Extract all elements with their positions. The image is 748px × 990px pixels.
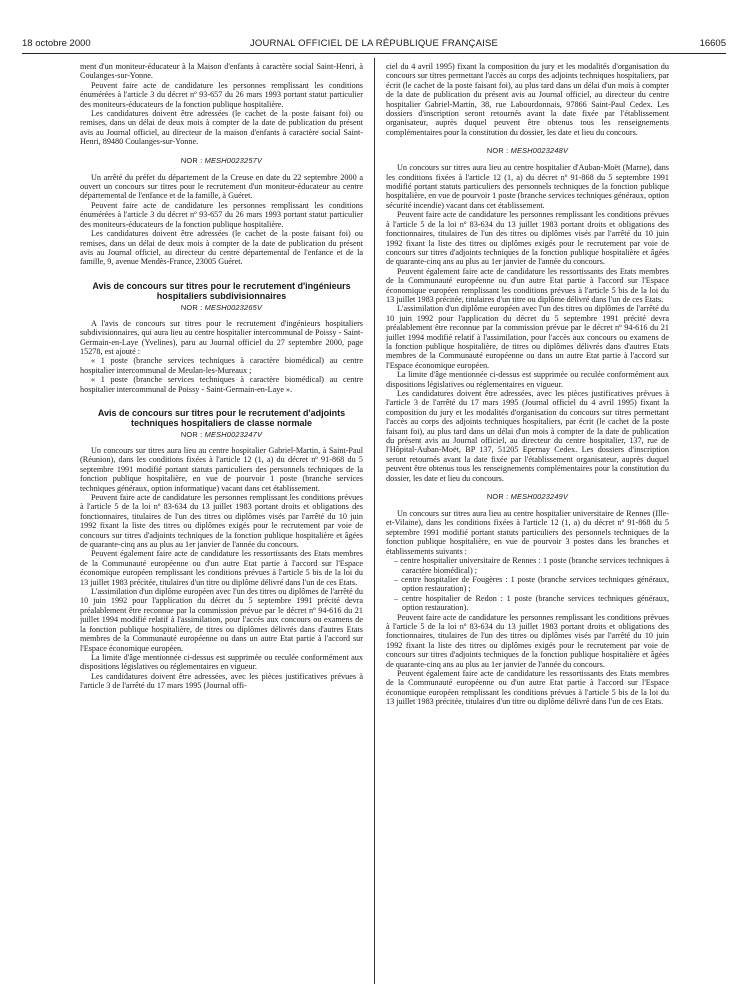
paragraph: Un concours sur titres aura lieu au centre hospitalier Gabriel-Martin, à Saint-Paul (Réunion), dans les conditions fixées à l'article 12 (1, a) du décret nº 91-868 du 5 septembre 1991 modifié portant statuts particuliers des personnels techniques de la fonction publique hospitalière, en vue de pourvoir 1 poste (branche services techniques généraux, option informatique) vacant dans cet établissement.	[80, 445, 363, 493]
paragraph: Les candidatures doivent être adressées, avec les pièces justificatives prévues à l'article 3 de l'arrêté du 17 mars 1995 (Journal offi-	[80, 671, 363, 691]
paragraph: Peuvent faire acte de candidature les personnes remplissant les conditions énumérées à l'article 3 du décret nº 93-657 du 26 mars 1993 portant statut particulier des moniteurs-éducateurs de la fonction publique hospitalière.	[80, 80, 363, 109]
nor-code: MESH0023249V	[510, 492, 569, 502]
list-item: – centre hospitalier universitaire de Rennes : 1 poste (branche services techniques à caractère biomédical) ;	[394, 556, 669, 575]
header-page-number: 16605	[699, 38, 726, 49]
nor-reference	[80, 156, 363, 165]
establishment-list	[386, 556, 669, 612]
paragraph: La limite d'âge mentionnée ci-dessus est supprimée ou reculée conformément aux dispositions législatives ou réglementaires en vigueur.	[80, 652, 363, 672]
nor-label: NOR :	[180, 429, 203, 439]
nor-reference	[386, 146, 669, 155]
right-column	[386, 62, 669, 984]
paragraph: L'assimilation d'un diplôme européen avec l'un des titres ou diplômes de l'arrêté du 10 juin 1992 pour l'application du décret du 5 septembre 1991 précité devra préalablement être reconnue par la commission prévue par le décret nº 94-616 du 21 juillet 1994 modifié relatif à l'assimilation, pour l'accès aux concours ou examens de la fonction publique hospitalière, de titres ou diplômes délivrés dans d'autres Etats membres de la Communauté européenne ou dans un autre Etat partie à l'accord sur l'Espace économique européen.	[80, 587, 363, 653]
nor-reference	[80, 430, 363, 439]
nor-reference	[386, 492, 669, 501]
paragraph: Un concours sur titres aura lieu au centre hospitalier d'Auban-Moët (Marne), dans les conditions fixées à l'article 12 (1, a) du décret nº 91-868 du 5 septembre 1991 modifié portant statuts particuliers des personnels techniques de la fonction publique hospitalière, en vue de pourvoir 1 poste (branche services techniques généraux, option sécurité incendie) vacant dans cet établissement.	[386, 163, 669, 210]
section-title: Avis de concours sur titres pour le recrutement d'ingénieurs hospitaliers subdivisionnaires	[92, 280, 351, 301]
paragraph: Un arrêté du préfet du département de la Creuse en date du 22 septembre 2000 a ouvert un concours sur titres pour le recrutement d'un moniteur-éducateur au centre départemental de l'enfance et de la famille, à Guéret.	[80, 172, 363, 201]
column-divider	[374, 58, 375, 984]
paragraph: « 1 poste (branche services techniques à caractère biomédical) au centre hospitalier intercommunal de Poissy - Saint-Germain-en-Laye ».	[80, 375, 363, 394]
paragraph: La limite d'âge mentionnée ci-dessus est supprimée ou reculée conformément aux dispositions législatives ou réglementaires en vigueur.	[386, 370, 669, 389]
paragraph: « 1 poste (branche services techniques à caractère biomédical) au centre hospitalier intercommunal de Meulan-les-Mureaux ;	[80, 356, 363, 375]
nor-code: MESH0023265V	[204, 302, 263, 312]
list-item: – centre hospitalier de Fougères : 1 poste (branche services techniques généraux, option restauration) ;	[394, 574, 669, 594]
paragraph: ment d'un moniteur-éducateur à la Maison d'enfants à caractère social Saint-Henri, à Coulanges-sur-Yonne.	[80, 62, 363, 81]
left-column	[80, 62, 363, 984]
nor-label: NOR :	[180, 302, 203, 312]
paragraph: Les candidatures doivent être adressées, avec les pièces justificatives prévues à l'article 3 de l'arrêté du 17 mars 1995 (Journal officiel du 4 avril 1995) fixant la composition du jury et les modalités d'organisation du concours sur titres permettant l'accès au corps des adjoints techniques hospitaliers, par écrit (le cachet de la poste faisant foi), au plus tard dans un délai d'un mois à compter de la date de publication du présent avis au Journal officiel, au directeur du centre hospitalier, 137, rue de l'Hôpital-Auban-Moët, BP 137, 51205 Epernay Cedex. Les dossiers d'inscription seront retournés avant la date fixée par l'établissement organisateur, auprès duquel peuvent être obtenus tous les renseignements complémentaires pour la constitution du dossier, les date et lieu du concours.	[386, 389, 669, 483]
paragraph: Un concours sur titres aura lieu au centre hospitalier universitaire de Rennes (Ille-et-Vilaine), dans les conditions fixées à l'article 12 (1, a) du décret nº 91-868 du 5 septembre 1991 modifié portant statuts particuliers des personnels techniques de la fonction publique hospitalière, en vue de pourvoir 3 postes dans les branches et établissements suivants :	[386, 509, 669, 556]
paragraph: Peuvent également faire acte de candidature les ressortissants des Etats membres de la Communauté européenne ou d'un autre Etat partie à l'accord sur l'Espace économique européen remplissant les conditions prévues à l'article 5 bis de la loi du 13 juillet 1983 précitée, titulaires d'un titre ou diplôme délivré dans l'un de ces Etats.	[386, 266, 669, 304]
paragraph: ciel du 4 avril 1995) fixant la composition du jury et les modalités d'organisation du concours sur titres permettant l'accès au corps des adjoints techniques hospitaliers, par écrit (le cachet de la poste faisant foi), au plus tard dans un délai d'un mois à compter de la date de publication du présent avis au Journal officiel, au directeur du centre hospitalier Gabriel-Martin, 38, rue Labourdonnais, 97866 Saint-Paul Cedex. Les dossiers d'inscription seront retournés avant la date fixée par l'établissement organisateur, auprès duquel peuvent être obtenus tous les renseignements complémentaires pour la constitution du dossier, les date et lieu du concours.	[386, 62, 669, 137]
header-rule	[22, 53, 726, 54]
header-date: 18 octobre 2000	[22, 38, 91, 49]
nor-code: MESH0023247V	[204, 429, 263, 439]
paragraph: Les candidatures doivent être adressées (le cachet de la poste faisant foi) ou remises, dans un délai de deux mois à compter de la date de publication du présent avis au Journal officiel, au directeur du centre départemental de l'enfance et de la famille, 9, avenue Mendès-France, 23005 Guéret.	[80, 229, 363, 267]
nor-reference	[80, 303, 363, 312]
nor-code: MESH0023248V	[510, 146, 569, 156]
paragraph: Les candidatures doivent être adressées (le cachet de la poste faisant foi) ou remises, dans un délai de deux mois à compter de la date de publication du présent avis au Journal officiel, au directeur de la maison d'enfants à caractère social Saint-Henri, 89480 Coulanges-sur-Yonne.	[80, 109, 363, 147]
list-item: – centre hospitalier de Redon : 1 poste (branche services techniques généraux, option restauration).	[394, 593, 669, 613]
paragraph: Peuvent également faire acte de candidature les ressortissants des Etats membres de la Communauté européenne ou d'un autre Etat partie à l'accord sur l'Espace économique européen remplissant les conditions prévues à l'article 5 bis de la loi du 13 juillet 1983 précitée, titulaires d'un titre ou diplôme délivré dans l'un de ces Etats.	[80, 549, 363, 587]
paragraph: Peuvent également faire acte de candidature les ressortissants des Etats membres de la Communauté européenne ou d'un autre Etat partie à l'accord sur l'Espace économique européen remplissant les conditions prévues à l'article 5 bis de la loi du 13 juillet 1983 précitée, titulaires d'un titre ou diplôme délivré dans l'un de ces Etats.	[386, 668, 669, 707]
paragraph: Peuvent faire acte de candidature les personnes remplissant les conditions prévues à l'article 5 de la loi nº 83-634 du 13 juillet 1983 portant droits et obligations des fonctionnaires, titulaires de l'un des titres ou diplômes visés par l'arrêté du 10 juin 1992 fixant la liste des titres ou diplômes exigés pour le recrutement par voie de concours sur titres d'adjoints techniques de la fonction publique hospitalière et âgées de quarante-cinq ans au plus au 1er janvier de l'année du concours.	[386, 210, 669, 267]
paragraph: L'assimilation d'un diplôme européen avec l'un des titres ou diplômes de l'arrêté du 10 juin 1992 pour l'application du décret du 5 septembre 1991 précité devra préalablement être reconnue par la commission prévue par le décret nº 94-616 du 21 juillet 1994 modifié relatif à l'assimilation, pour l'accès aux concours ou examens de la fonction publique hospitalière, de titres ou diplômes délivrés dans d'autres Etats membres de la Communauté européenne ou dans un autre Etat partie à l'accord sur l'Espace économique européen.	[386, 304, 669, 370]
nor-label: NOR :	[486, 146, 509, 156]
paragraph: A l'avis de concours sur titres pour le recrutement d'ingénieurs hospitaliers subdivisionnaires, qui aura lieu au centre hospitalier intercommunal de Poissy - Saint-Germain-en-Laye (Yvelines), paru au Journal officiel du 27 septembre 2000, page 15278, est ajouté :	[80, 318, 363, 356]
nor-code: MESH0023257V	[204, 155, 263, 165]
nor-label: NOR :	[180, 155, 203, 165]
paragraph: Peuvent faire acte de candidature les personnes remplissant les conditions prévues à l'article 5 de la loi nº 83-634 du 13 juillet 1983 portant droits et obligations des fonctionnaires, titulaires de l'un des titres ou diplômes visés par l'arrêté du 10 juin 1992 fixant la liste des titres ou diplômes exigés pour le recrutement par voie de concours sur titres d'adjoints techniques de la fonction publique hospitalière et âgées de quarante-cinq ans au plus au 1er janvier de l'année du concours.	[80, 493, 363, 550]
paragraph: Peuvent faire acte de candidature les personnes remplissant les conditions prévues à l'article 5 de la loi nº 83-634 du 13 juillet 1983 portant droits et obligations des fonctionnaires, titulaires de l'un des titres ou diplômes visés par l'arrêté du 10 juin 1992 fixant la liste des titres ou diplômes exigés pour le recrutement par voie de concours sur titres d'adjoints techniques de la fonction publique hospitalière et âgées de quarante-cinq ans au plus au 1er janvier de l'année du concours.	[386, 612, 669, 669]
section-title: Avis de concours sur titres pour le recrutement d'adjoints techniques hospitaliers de classe normale	[97, 407, 346, 428]
page-header	[22, 38, 726, 52]
nor-label: NOR :	[486, 492, 509, 502]
paragraph: Peuvent faire acte de candidature les personnes remplissant les conditions énumérées à l'article 3 du décret nº 93-657 du 26 mars 1993 portant statut particulier des moniteurs-éducateurs de la fonction publique hospitalière.	[80, 200, 363, 229]
header-title: JOURNAL OFFICIEL DE LA RÉPUBLIQUE FRANÇAISE	[249, 38, 499, 49]
